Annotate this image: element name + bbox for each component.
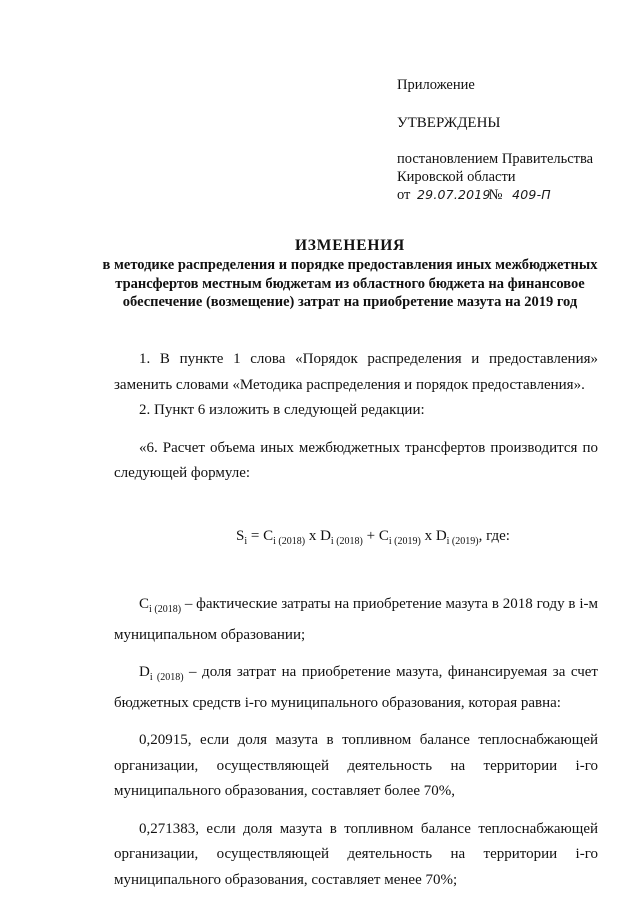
formula-s-sub: i [244, 535, 248, 547]
paragraph-item-1: 1. В пункте 1 слова «Порядок распределения и предоставления» заменить словами «Методика распределения и порядок предоставления». [114, 351, 598, 393]
document-title [90, 236, 610, 312]
date-number-line [397, 186, 617, 204]
formula-x2: x [420, 527, 436, 544]
definition-c [114, 592, 598, 648]
formula-x1: x [305, 527, 321, 544]
date-prefix: от [397, 187, 411, 203]
definition-d-sub: i (2018) [149, 672, 184, 683]
formula-d2: D [435, 527, 447, 544]
appendix-label: Приложение [397, 77, 475, 93]
resolution-line-2: Кировской области [397, 169, 516, 185]
formula-c1: C [263, 527, 274, 544]
paragraph-item-2: 2. Пункт 6 изложить в следующей редакции: [139, 402, 425, 418]
value-option-2: 0,271383, если доля мазута в топливном балансе теплоснабжающей организации, осуществляющей деятельность на территории i-го муниципального образования, составляет менее 70%; [114, 820, 598, 888]
resolution-line-1: постановлением Правительства [397, 151, 594, 167]
definition-d [114, 660, 598, 716]
definition-c-text: – фактические затраты на приобретение мазута в 2018 году в i-м муниципальном образовании; [114, 596, 598, 643]
formula-tail: , где: [478, 527, 510, 544]
document-body [114, 347, 598, 893]
formula-d1-sub: i (2018) [330, 535, 363, 547]
definition-d-text: – доля затрат на приобретение мазута, финансируемая за счет бюджетных средств i-го муниципального образования, которая равна: [114, 664, 598, 711]
formula-d1: D [320, 527, 331, 544]
formula-plus: + [362, 527, 379, 544]
handwritten-date: 29.07.2019 [417, 187, 491, 202]
formula-eq: = [247, 527, 264, 544]
number-prefix: № [488, 187, 503, 203]
formula [148, 524, 598, 555]
formula-c2-sub: i (2019) [388, 535, 421, 547]
approved-label: УТВЕРЖДЕНЫ [397, 115, 501, 131]
definition-c-symbol: C [139, 596, 150, 612]
title-subtitle: в методике распределения и порядке предоставления иных межбюджетных трансфертов местным бюджетам из областного бюджета на финансовое обеспечение (возмещение) затрат на приобретение мазута на 2019 год [102, 257, 598, 310]
title-heading: ИЗМЕНЕНИЯ [294, 237, 406, 254]
formula-d2-sub: i (2019) [446, 535, 479, 547]
value-option-1: 0,20915, если доля мазута в топливном балансе теплоснабжающей организации, осуществляющей деятельность на территории i-го муниципального образования, составляет более 70%, [114, 732, 598, 799]
definition-c-sub: i (2018) [149, 604, 182, 615]
formula-s: S [236, 527, 245, 544]
formula-c2: C [378, 527, 389, 544]
formula-c1-sub: i (2018) [273, 535, 306, 547]
approval-block [397, 76, 617, 204]
definition-d-symbol: D [139, 664, 150, 680]
paragraph-item-2-text: «6. Расчет объема иных межбюджетных трансфертов производится по следующей формуле: [114, 439, 598, 481]
handwritten-number: 409-П [512, 187, 551, 202]
